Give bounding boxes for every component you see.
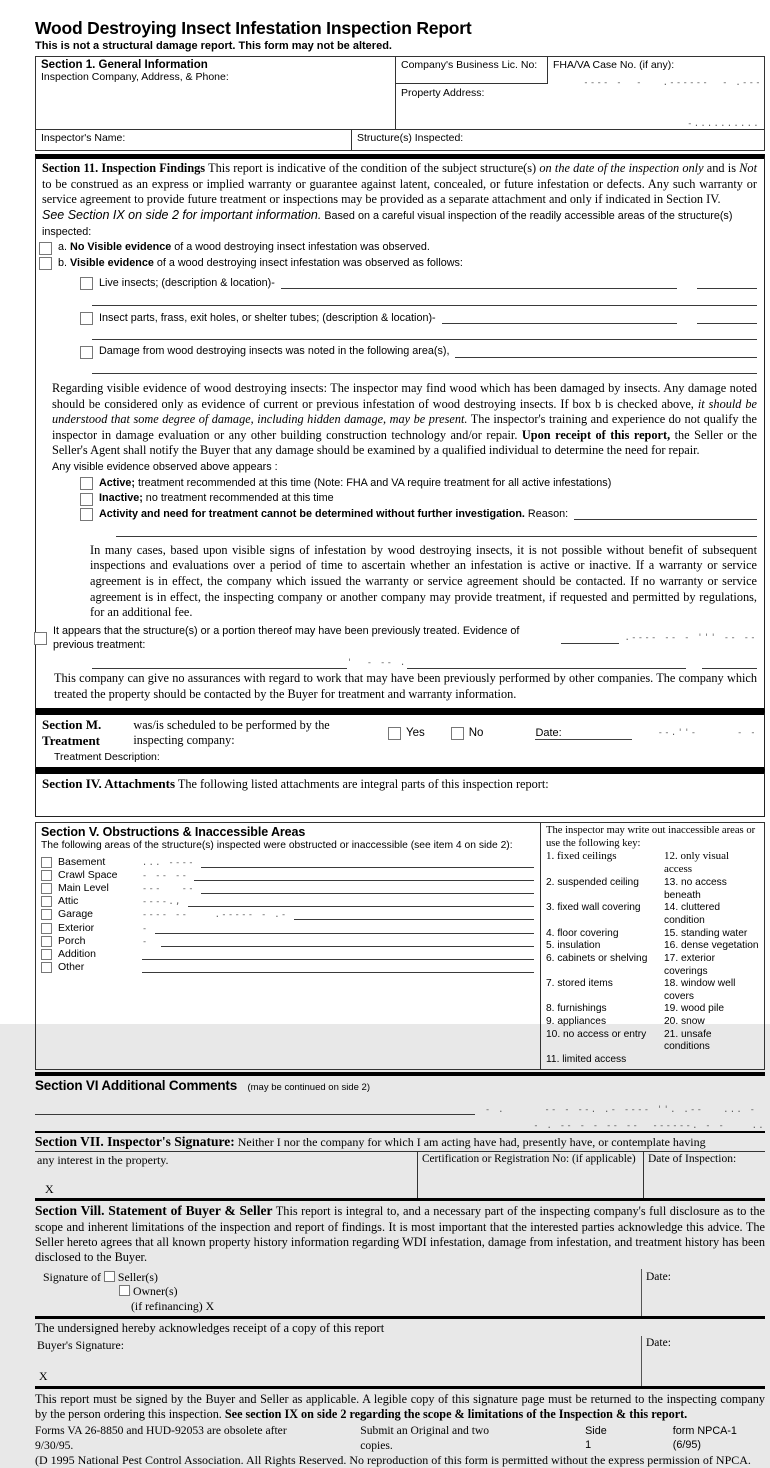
live-insects-line[interactable] bbox=[281, 278, 677, 289]
porch-line[interactable] bbox=[161, 936, 534, 947]
submit-copies-text: Submit an Original and two copies. bbox=[360, 1424, 490, 1452]
date-of-inspection-field[interactable] bbox=[643, 1152, 765, 1198]
receipt-acknowledgement bbox=[35, 1319, 765, 1389]
treatment-no-label: No bbox=[468, 727, 484, 740]
live-insects-right-line[interactable] bbox=[697, 278, 757, 289]
inspector-signature-x: X bbox=[45, 1181, 54, 1196]
scan-artifact: --- -- bbox=[142, 884, 195, 895]
inspector-name-label: Inspector's Name: bbox=[41, 132, 126, 144]
side-number: Side 1 bbox=[585, 1425, 607, 1451]
treatment-date-field[interactable] bbox=[535, 727, 631, 740]
checkbox-seller[interactable] bbox=[104, 1271, 115, 1282]
buyer-date-label: Date: bbox=[646, 1336, 671, 1349]
section-2-intro-italic: on the date of the inspection only bbox=[539, 161, 704, 175]
section-6-note: (may be continued on side 2) bbox=[247, 1081, 371, 1093]
attic-line[interactable] bbox=[188, 896, 534, 907]
comments-line[interactable] bbox=[35, 1104, 475, 1115]
key-item: 14. cluttered condition bbox=[664, 902, 721, 926]
section-7-text: Neither I nor the company for which I am acting have had, presently have, or contemplate having bbox=[234, 1134, 706, 1149]
key-item: 16. dense vegetation bbox=[664, 940, 759, 952]
seller-label: Seller(s) bbox=[117, 1269, 158, 1284]
area-label: Porch bbox=[58, 934, 86, 947]
business-lic-field[interactable] bbox=[396, 57, 548, 84]
section-2-heading: Section 11. Inspection Findings bbox=[42, 161, 206, 175]
certification-number-label: Certification or Registration No: (if applicable) bbox=[422, 1152, 636, 1165]
section-2-inspection-findings: Section 11. Inspection Findings This report is indicative of the condition of the subject structure(s) on the date of the inspection only and is Not to be construed as an express or implied warranty or guarantee against latent, concealed, or future infestation or defects. Any such warranty or service agreement to provide future treatment or inspections may be provided as a separate attachment and only if indicated in Section IV. See Section IX on side 2 for important information. Based on a careful visual inspection of the readily accessible areas of the structure(s) inspected: a. No Visible evidence of a wood destroying insect infestation was observed. b. Visible evidence of a wood destroying insect infestation was observed as follows: Live insects; (description & location)- Insect parts, frass, exit holes, or shelter tubes; (description & location)- Damage from wood destroying insects was noted in the following area(s), Regarding visible evidence of wood destroying insects: The inspector may find wood which has been damaged by insects. Any damage noted should be considered only as evidence of current or previous infestation of wood destroying insects. If box b is checked above, it should be understood that some degree of damage, including hidden damage, may be present. The inspector's training and experience do not qualify the inspector in damage evaluation or any other building construction technology and/or repair. Upon receipt of this report, the Seller or the Seller's Agent shall notify the Buyer that any damage should be examined by a qualified individual to determine the need for repair. Any visible evidence observed above appears : Active; treatment recommended at this time (Note: FHA and VA require treatment for all active infestations) Inactive; no treatment recommended at this time Activity and need for treatment cannot be determined without further investigation. Reason: In many cases, based upon visible signs of infestation by wood destroying insects, it is not possible without benefit of subsequent inspections and evaluations over a period of time to ascertain whether an infestation is active or inactive. If a warranty or service agreement is in effect, the company which issued the warranty or service agreement should be contacted. If no warranty or service agreement is in effect, the inspecting company or another company may provide treatment, if requested and permitted by regulations, for an additional fee. It appears that the structure(s) or a portion thereof may have been previously treated. Evidence of previous treatment: .---- -- - ''' -- -- ' - -- . This company can give no assurances with regard to work that may have been previously performed by other companies. The company which treated the property should be contacted by the Buyer for treatment and warranty information. bbox=[35, 154, 765, 711]
key-item: 21. unsafe conditions bbox=[664, 1028, 712, 1053]
buyer-signature-x: X bbox=[39, 1368, 48, 1383]
scan-artifact: --.''- - - bbox=[657, 728, 757, 739]
previous-treatment-continuation-line[interactable] bbox=[92, 658, 347, 669]
section-6-additional-comments bbox=[35, 1072, 765, 1131]
scan-artifact: ---- -- .----- - .- bbox=[142, 910, 288, 921]
page-subtitle: This is not a structural damage report. This form may not be altered. bbox=[35, 40, 392, 52]
key-item: 10. no access or entry bbox=[546, 1028, 647, 1040]
section-7-text2: any interest in the property. bbox=[37, 1152, 169, 1167]
structures-inspected-label: Structure(s) Inspected: bbox=[357, 132, 464, 144]
live-insects-continuation-line[interactable] bbox=[92, 293, 757, 306]
checkbox-insect-parts[interactable] bbox=[80, 312, 93, 325]
inspection-company-field[interactable] bbox=[41, 83, 390, 117]
see-section-ix-note: See Section IX on side 2 for important information. bbox=[42, 207, 322, 222]
many-cases-paragraph: In many cases, based upon visible signs of infestation by wood destroying insects, it is not possible without benefit of subsequent inspections and evaluations over a period of time to ascertain whether an infestation is active or inactive. If a warranty or service agreement is in effect, the company which issued the warranty or service agreement should be contacted. If no warranty or service agreement is in effect, the inspecting company or another company may provide treatment, if requested and permitted by regulations, for an additional fee. bbox=[90, 542, 757, 620]
previous-treatment-continuation-line-2[interactable] bbox=[407, 658, 686, 669]
checkbox-previously-treated[interactable] bbox=[34, 632, 47, 645]
section-5-description: The following areas of the structure(s) inspected were obstructed or inaccessible (see item 4 on side 2): bbox=[41, 840, 513, 852]
main-level-line[interactable] bbox=[201, 883, 534, 894]
area-label: Basement bbox=[58, 855, 106, 868]
fha-case-field[interactable] bbox=[548, 57, 764, 88]
key-item: 6. cabinets or shelving bbox=[546, 952, 648, 964]
no-assurances-paragraph: This company can give no assurances with regard to work that may have been previously performed by other companies. The company which treated the property should be contacted by the Buyer for treatment and warranty information. bbox=[54, 671, 757, 701]
checkbox-activity-undetermined[interactable] bbox=[80, 508, 93, 521]
checkbox-garage[interactable] bbox=[41, 909, 52, 920]
scan-artifact: ... ---- bbox=[142, 857, 195, 868]
key-item: 13. no access beneath bbox=[664, 877, 727, 901]
previous-treatment-line[interactable] bbox=[561, 633, 619, 644]
key-item: 12. only visual access bbox=[664, 849, 730, 876]
footer-bold-text: See section IX on side 2 regarding the scope & limitations of the Inspection & this report. bbox=[224, 1407, 688, 1422]
section-3-text: was/is scheduled to be performed by the inspecting company: bbox=[133, 718, 330, 748]
section-4-attachments[interactable] bbox=[35, 770, 765, 817]
basement-line[interactable] bbox=[201, 857, 534, 868]
page-title: Wood Destroying Insect Infestation Inspection Report bbox=[35, 18, 472, 38]
section-5-heading: Section V. Obstructions & Inaccessible Areas bbox=[41, 825, 306, 840]
section-5-obstructions bbox=[35, 822, 765, 1069]
scan-artifact: - . -- - - -- -- ------. - - .. bbox=[533, 1120, 765, 1131]
treatment-date-label: Date: bbox=[535, 726, 562, 739]
section-8-body: This report is integral to, and a necessary part of the inspecting company's full disclosure as to the scope and inherent limitations of the inspection and report of findings. It is most important that the interested parties acknowledge this advice. The Seller hereto agrees that all known property history information regarding WDI infestation, damage from infestation, and treatment history has been disclosed to the Buyer. bbox=[35, 1203, 765, 1265]
previous-treatment-right-line[interactable] bbox=[702, 658, 757, 669]
business-lic-label: Company's Business Lic. No: bbox=[401, 59, 538, 71]
scan-artifact: - bbox=[142, 923, 149, 934]
checkbox-active[interactable] bbox=[80, 477, 93, 490]
scan-artifact: ---- - - .------ - .--- bbox=[583, 78, 762, 88]
checkbox-basement[interactable] bbox=[41, 857, 52, 868]
scan-artifact: -.......... bbox=[687, 119, 760, 129]
inspector-signature-field[interactable] bbox=[35, 1152, 417, 1198]
seller-date-label: Date: bbox=[646, 1270, 671, 1283]
checkbox-main-level[interactable] bbox=[41, 883, 52, 894]
section-8-heading: Section Vill. Statement of Buyer & Seller bbox=[35, 1202, 273, 1218]
buyer-date-field[interactable] bbox=[641, 1336, 765, 1386]
item-a-text: a. No Visible evidence of a wood destroying insect infestation was observed. bbox=[58, 241, 430, 254]
checkbox-other[interactable] bbox=[41, 962, 52, 973]
structures-inspected-field[interactable] bbox=[352, 130, 764, 150]
key-item: 17. exterior coverings bbox=[664, 952, 715, 977]
area-label: Main Level bbox=[58, 882, 109, 895]
inactive-text: Inactive; no treatment recommended at this time bbox=[99, 492, 334, 505]
insect-parts-label: Insect parts, frass, exit holes, or shelter tubes; (description & location)- bbox=[99, 311, 436, 324]
section-4-text: The following listed attachments are integral parts of this inspection report: bbox=[175, 777, 549, 792]
section-7-heading: Section VII. Inspector's Signature: bbox=[35, 1133, 235, 1149]
inaccessible-areas-key bbox=[540, 822, 765, 1069]
live-insects-label: Live insects; (description & location)- bbox=[99, 276, 275, 289]
checkbox-attic[interactable] bbox=[41, 896, 52, 907]
receipt-text: The undersigned hereby acknowledges receipt of a copy of this report bbox=[35, 1320, 385, 1335]
area-label: Addition bbox=[58, 947, 96, 960]
active-text: Active; treatment recommended at this time (Note: FHA and VA require treatment for all active infestations) bbox=[99, 476, 612, 489]
key-item: 2. suspended ceiling bbox=[546, 877, 639, 889]
scan-artifact: - bbox=[142, 936, 156, 947]
section-3-treatment bbox=[35, 711, 765, 770]
owner-label: Owner(s) bbox=[132, 1284, 178, 1299]
certification-number-field[interactable] bbox=[417, 1152, 643, 1198]
scan-artifact: .---- -- - ''' -- -- bbox=[624, 633, 757, 644]
area-label: Attic bbox=[58, 895, 79, 908]
copyright-text: (D 1995 National Pest Control Association. All Rights Reserved. No reproduction of this form is permitted without the express permission of NPCA. bbox=[35, 1453, 751, 1468]
activity-text: Activity and need for treatment cannot be determined without further investigation. Reason: bbox=[99, 508, 569, 521]
section-1-general-information bbox=[35, 56, 765, 151]
section-4-heading: Section IV. Attachments bbox=[42, 776, 176, 792]
section-6-heading: Section VI Additional Comments bbox=[35, 1077, 238, 1093]
section-1-heading: Section 1. General Information bbox=[41, 59, 208, 71]
addition-line[interactable] bbox=[142, 949, 534, 960]
previously-treated-text: It appears that the structure(s) or a portion thereof may have been previously treated. Evidence of previous treatment: bbox=[53, 624, 520, 651]
key-item: 11. limited access bbox=[546, 1054, 627, 1066]
checkbox-addition[interactable] bbox=[41, 949, 52, 960]
checkbox-treatment-yes[interactable] bbox=[388, 727, 401, 740]
checkbox-porch[interactable] bbox=[41, 936, 52, 947]
key-item: 9. appliances bbox=[546, 1016, 607, 1028]
checkbox-visible-evidence[interactable] bbox=[39, 257, 52, 270]
forms-obsolete-text: Forms VA 26-8850 and HUD-92053 are obsolete after 9/30/95. bbox=[35, 1424, 287, 1452]
key-item: 8. furnishings bbox=[546, 1003, 607, 1015]
exterior-line[interactable] bbox=[155, 923, 534, 934]
crawl-space-line[interactable] bbox=[194, 870, 534, 881]
item-b-text: b. Visible evidence of a wood destroying insect infestation was observed as follows: bbox=[58, 257, 463, 270]
if-refinancing-label: (if refinancing) X bbox=[131, 1299, 215, 1314]
key-item: 5. insulation bbox=[546, 940, 601, 952]
area-label: Other bbox=[58, 961, 85, 974]
checkbox-exterior[interactable] bbox=[41, 923, 52, 934]
area-label: Crawl Space bbox=[58, 868, 118, 881]
key-item: 7. stored items bbox=[546, 978, 613, 990]
insect-parts-right-line[interactable] bbox=[697, 313, 757, 324]
scan-artifact: ' - -- . bbox=[347, 658, 407, 669]
key-item: 18. window well covers bbox=[664, 978, 736, 1002]
section-2-intro: This report is indicative of the condition of the subject structure(s) bbox=[205, 161, 540, 175]
key-item: 4. floor covering bbox=[546, 927, 619, 939]
section-8-statement-buyer-seller bbox=[35, 1201, 765, 1319]
buyer-signature-label: Buyer's Signature: bbox=[37, 1337, 124, 1352]
regarding-paragraph: Regarding visible evidence of wood destroying insects: The inspector may find wood which has been damaged by insects. Any damage noted should be considered only as evidence of current or previous infestation of wood destroying insects. If box b is checked above, it should be understood that some degree of damage, including hidden damage, may be present. The inspector's training and experience do not qualify the inspector in damage evaluation or any other building construction technology and/or repair. Upon receipt of this report, the Seller or the Seller's Agent shall notify the Buyer that any damage should be examined by a qualified individual to determine the need for repair. bbox=[52, 380, 757, 458]
property-address-label: Property Address: bbox=[401, 87, 485, 99]
signature-of-label: Signature of bbox=[43, 1269, 101, 1284]
inspection-company-label: Inspection Company, Address, & Phone: bbox=[41, 71, 229, 83]
scan-artifact: - -- -- bbox=[142, 870, 189, 881]
form-number: form NPCA-1 (6/95) bbox=[672, 1425, 737, 1451]
insect-parts-line[interactable] bbox=[442, 313, 677, 324]
checkbox-live-insects[interactable] bbox=[80, 277, 93, 290]
inspector-name-field[interactable] bbox=[36, 130, 352, 150]
fha-case-label: FHA/VA Case No. (if any): bbox=[553, 59, 675, 71]
seller-signature-field[interactable] bbox=[35, 1269, 641, 1316]
damage-label: Damage from wood destroying insects was noted in the following area(s), bbox=[99, 345, 450, 358]
scan-artifact: - . -- - --. .- ---- ''. .-- ... - bbox=[485, 1104, 757, 1115]
key-item: 20. snow bbox=[664, 1016, 705, 1028]
based-on-text: Based on a careful visual inspection of the readily accessible areas of the structure(s) inspected: bbox=[42, 209, 733, 238]
insect-parts-continuation-line[interactable] bbox=[92, 327, 757, 340]
checkbox-crawl-space[interactable] bbox=[41, 870, 52, 881]
damage-line[interactable] bbox=[455, 347, 757, 358]
date-of-inspection-label: Date of Inspection: bbox=[648, 1152, 737, 1165]
key-intro: The inspector may write out inaccessible areas or use the following key: bbox=[546, 825, 756, 849]
key-item: 3. fixed wall covering bbox=[546, 902, 641, 914]
treatment-description-field[interactable] bbox=[54, 751, 757, 763]
reason-continuation-line[interactable] bbox=[116, 524, 757, 537]
key-item: 15. standing water bbox=[664, 927, 748, 939]
form-footer bbox=[35, 1389, 765, 1468]
buyer-signature-field[interactable] bbox=[35, 1336, 641, 1386]
checkbox-owner[interactable] bbox=[119, 1285, 130, 1296]
checkbox-inactive[interactable] bbox=[80, 493, 93, 506]
other-line[interactable] bbox=[142, 962, 534, 973]
treatment-description-label: Treatment Description: bbox=[54, 751, 160, 764]
treatment-yes-label: Yes bbox=[405, 727, 425, 740]
area-label: Garage bbox=[58, 908, 94, 921]
property-address-field[interactable] bbox=[396, 84, 764, 129]
footer-text: This report must be signed by the Buyer and Seller as applicable. A legible copy of this signature page must be returned to the inspecting company by the person ordering this inspection. bbox=[35, 1391, 765, 1422]
checkbox-damage-noted[interactable] bbox=[80, 346, 93, 359]
key-item: 19. wood pile bbox=[664, 1003, 725, 1015]
appears-label: Any visible evidence observed above appears : bbox=[52, 460, 278, 473]
section-7-inspector-signature bbox=[35, 1131, 765, 1201]
scan-artifact: ----., bbox=[142, 897, 182, 908]
checkbox-treatment-no[interactable] bbox=[451, 727, 464, 740]
key-item: 1. fixed ceilings bbox=[546, 849, 617, 862]
checkbox-no-visible-evidence[interactable] bbox=[39, 242, 52, 255]
section-3-heading: Section M. Treatment bbox=[42, 717, 102, 749]
garage-line[interactable] bbox=[294, 909, 534, 920]
reason-line[interactable] bbox=[574, 509, 757, 520]
damage-continuation-line[interactable] bbox=[92, 361, 757, 374]
seller-date-field[interactable] bbox=[641, 1269, 765, 1316]
area-label: Exterior bbox=[58, 921, 95, 934]
